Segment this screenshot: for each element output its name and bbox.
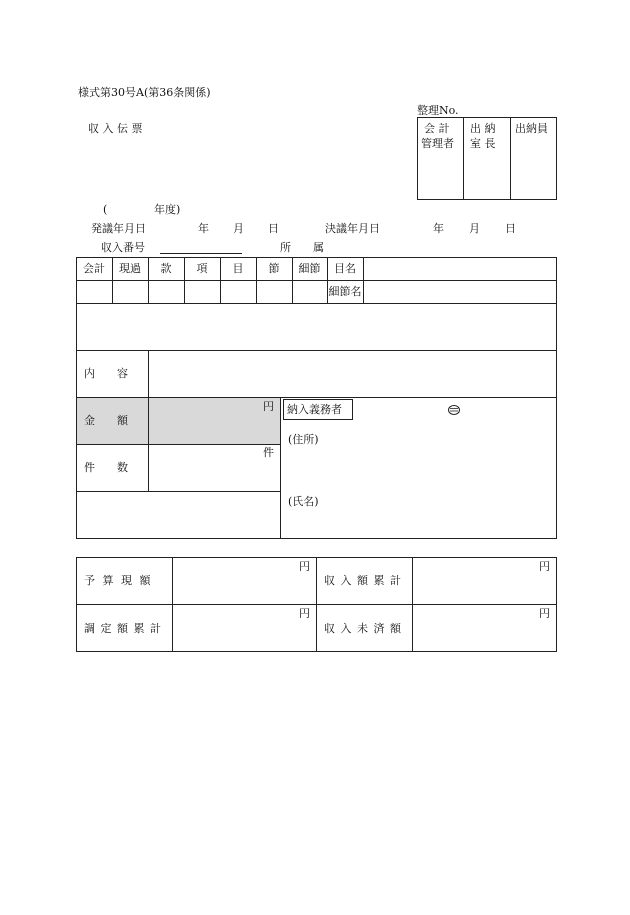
approval-2-line2: 室 長 bbox=[470, 137, 496, 150]
income-unpaid-label: 収 入 未 済 額 bbox=[324, 622, 402, 635]
seiri-label: 整理No. bbox=[417, 104, 459, 117]
name-label: (氏名) bbox=[288, 495, 319, 508]
header-col-setsu: 節 bbox=[268, 262, 280, 275]
decision-date-label: 決議年月日 bbox=[325, 222, 380, 235]
assessment-cumulative-label: 調 定 額 累 計 bbox=[84, 622, 162, 635]
approval-1-line1: 会 計 bbox=[424, 122, 450, 135]
approval-2-line1: 出 納 bbox=[470, 122, 496, 135]
assessment-cumulative-yen: 円 bbox=[299, 607, 310, 620]
approval-1-line2: 管理者 bbox=[421, 137, 454, 150]
decision-year: 年 bbox=[433, 222, 444, 235]
receipt-no-field[interactable] bbox=[160, 253, 242, 254]
dept-label: 所 属 bbox=[280, 241, 324, 254]
amount-label: 金 額 bbox=[84, 414, 128, 427]
receipt-no-label: 収入番号 bbox=[101, 241, 145, 254]
fiscal-year-open: ( bbox=[103, 203, 108, 216]
address-label: (住所) bbox=[288, 433, 319, 446]
header-col-kaikei: 会計 bbox=[83, 262, 105, 275]
income-unpaid-yen: 円 bbox=[539, 607, 550, 620]
seal-icon bbox=[447, 404, 461, 418]
income-cumulative-label: 収 入 額 累 計 bbox=[324, 574, 402, 587]
issue-day: 日 bbox=[268, 222, 279, 235]
header-col-kou: 項 bbox=[196, 262, 208, 275]
header-col-mokumei: 目名 bbox=[334, 262, 356, 275]
issue-date-label: 発議年月日 bbox=[91, 222, 146, 235]
content-label: 内 容 bbox=[84, 367, 128, 380]
form-id: 様式第30号A(第36条関係) bbox=[78, 86, 211, 99]
header-col-genka: 現過 bbox=[119, 262, 141, 275]
page-title: 収 入 伝 票 bbox=[88, 122, 143, 135]
approval-3-line1: 出納員 bbox=[515, 122, 548, 135]
budget-current-yen: 円 bbox=[299, 560, 310, 573]
subsection-name-label: 細節名 bbox=[328, 285, 362, 298]
count-label: 件 数 bbox=[84, 461, 128, 474]
payer-label: 納入義務者 bbox=[287, 403, 342, 416]
amount-yen: 円 bbox=[263, 400, 274, 413]
issue-month: 月 bbox=[233, 222, 244, 235]
issue-year: 年 bbox=[198, 222, 209, 235]
header-col-moku: 目 bbox=[232, 262, 244, 275]
budget-current-label: 予 算 現 額 bbox=[84, 574, 153, 587]
decision-month: 月 bbox=[469, 222, 480, 235]
fiscal-year-label: 年度) bbox=[154, 203, 181, 216]
header-col-kan: 款 bbox=[160, 262, 172, 275]
count-ken: 件 bbox=[263, 446, 274, 459]
header-col-saisetsu: 細節 bbox=[298, 262, 321, 275]
income-cumulative-yen: 円 bbox=[539, 560, 550, 573]
decision-day: 日 bbox=[505, 222, 516, 235]
